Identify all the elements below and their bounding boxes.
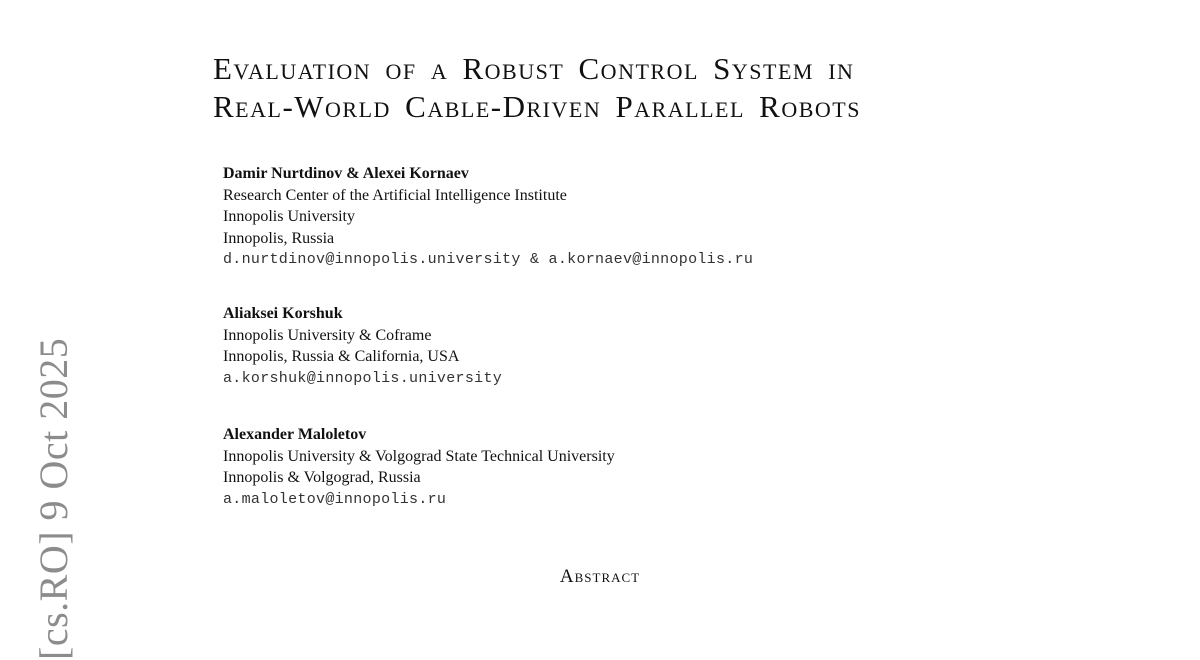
author-affiliation-line: Research Center of the Artificial Intelligence Institute <box>223 186 567 204</box>
author-location-line: Innopolis, Russia <box>223 229 335 247</box>
paper-title <box>213 50 1033 126</box>
author-names: Aliaksei Korshuk <box>223 305 343 322</box>
author-names: Damir Nurtdinov & Alexei Kornaev <box>223 165 469 182</box>
author-affiliation-line: Innopolis University & Volgograd State Technical University <box>223 447 615 465</box>
author-affiliation-line: Innopolis University <box>223 208 355 225</box>
author-block-korshuk <box>223 303 502 389</box>
author-location-line: Innopolis & Volgograd, Russia <box>223 469 421 486</box>
arxiv-side-stamp: [cs.RO] 9 Oct 2025 <box>31 337 76 660</box>
author-email: a.maloletov@innopolis.ru <box>223 490 447 508</box>
author-names: Alexander Maloletov <box>223 426 367 443</box>
author-affiliation-line: Innopolis University & Coframe <box>223 326 432 344</box>
author-block-maloletov <box>223 424 615 510</box>
abstract-heading: Abstract <box>559 566 641 587</box>
author-location-line: Innopolis, Russia & California, USA <box>223 348 460 365</box>
author-block-nurtdinov-kornaev <box>223 163 753 271</box>
paper-title-line-2: Real-World Cable-Driven Parallel Robots <box>213 89 861 124</box>
author-email: a.korshuk@innopolis.university <box>223 369 503 387</box>
paper-title-line-1: Evaluation of a Robust Control System in <box>213 51 855 86</box>
author-email: d.nurtdinov@innopolis.university & a.kornaev@innopolis.ru <box>223 251 754 268</box>
